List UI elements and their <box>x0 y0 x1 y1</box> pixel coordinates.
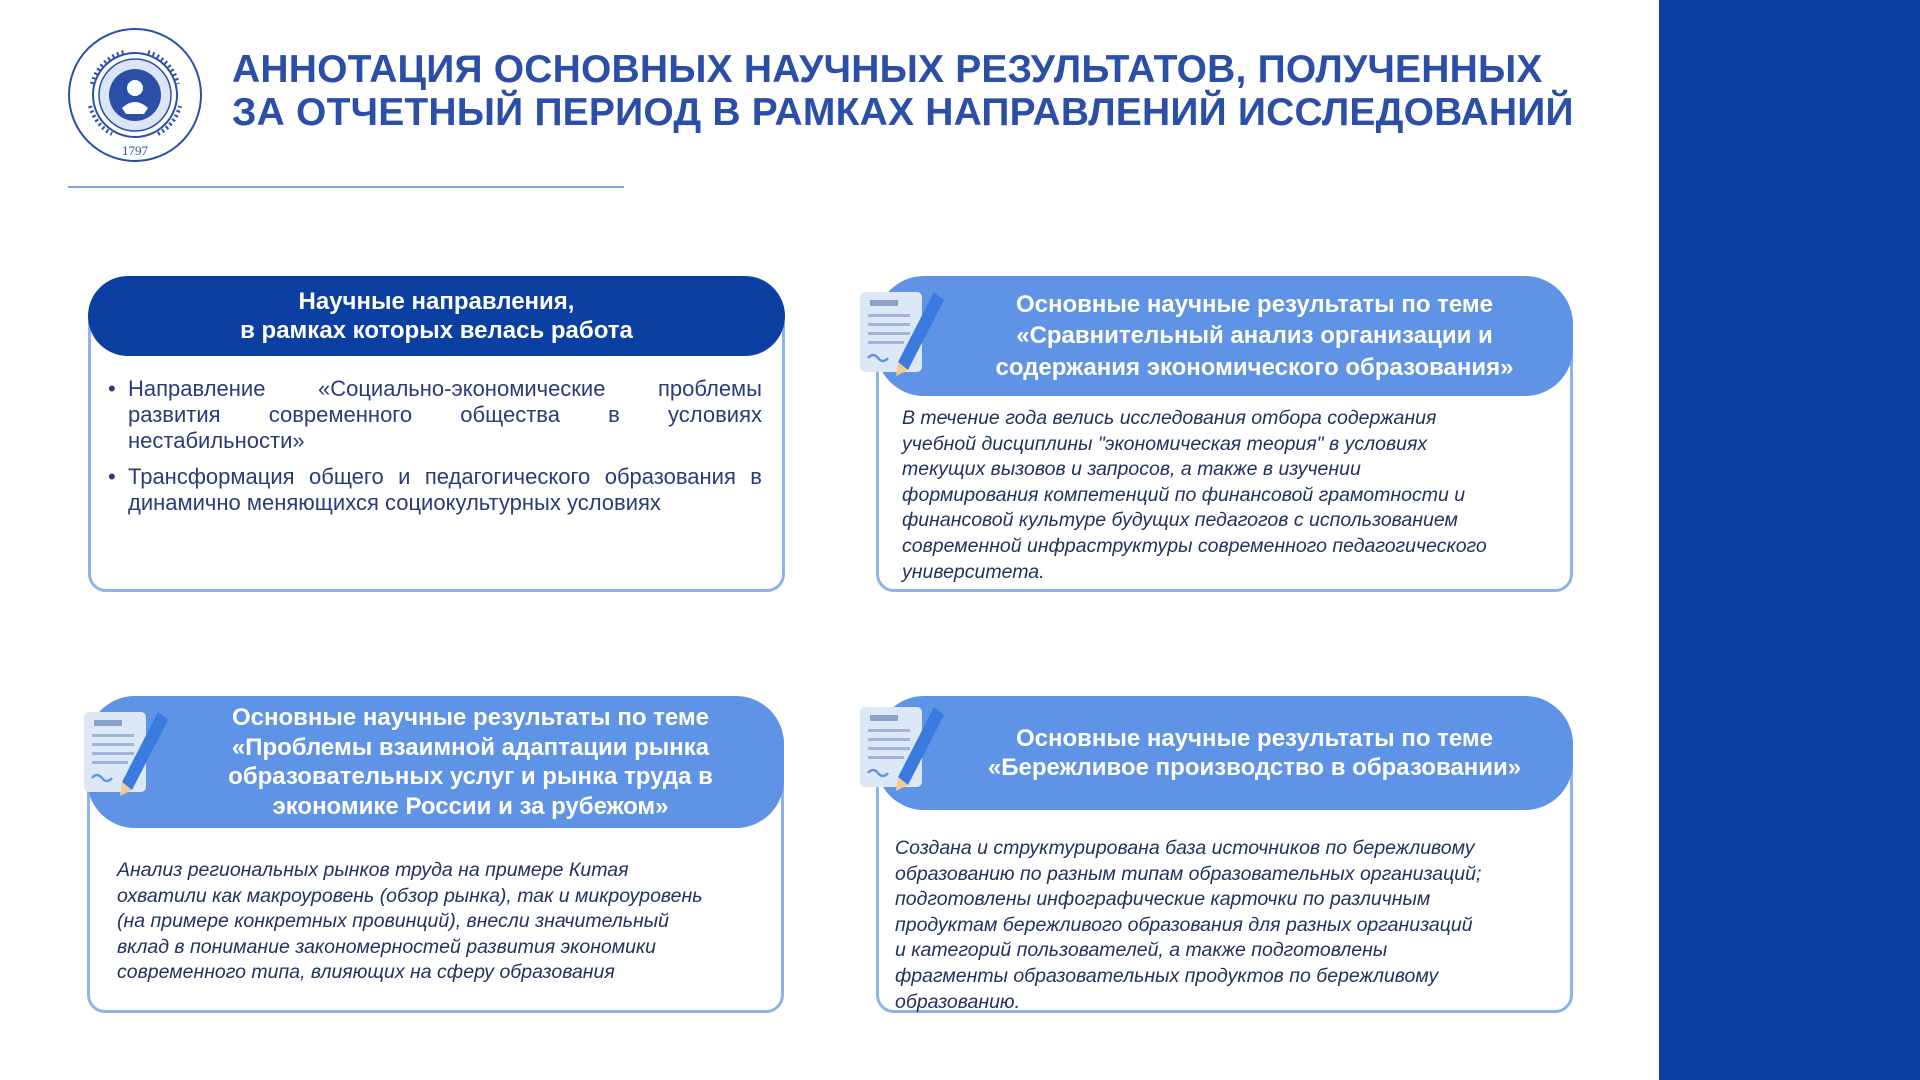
comparative-heading-line-3: содержания экономического образования» <box>995 353 1514 381</box>
document-pen-icon <box>80 708 170 798</box>
comparative-text-line: университета. <box>902 560 1045 583</box>
list-item: • Направление «Социально-экономические проблемы развития современного общества в условиях нестабильности» <box>108 376 762 454</box>
comparative-text-line: формирования компетенций по финансовой грамотности и <box>902 483 1466 506</box>
lean-text-line: и категорий пользователей, а также подготовлены <box>895 939 1388 962</box>
lean-text-line: Создана и структурирована база источников по бережливому <box>895 837 1475 859</box>
directions-heading-line-1: Научные направления, <box>298 288 575 315</box>
labor-market-text-line: современного типа, влияющих на сферу образования <box>117 961 615 984</box>
labor-market-heading <box>87 696 784 828</box>
page-title-line-2: ЗА ОТЧЕТНЫЙ ПЕРИОД В РАМКАХ НАПРАВЛЕНИЙ ИССЛЕДОВАНИЙ <box>232 91 1574 134</box>
page-title <box>232 48 1652 134</box>
lean-heading-line-1: Основные научные результаты по теме <box>1015 724 1494 752</box>
lean-text-line: продуктам бережливого образования для разных организаций <box>895 913 1473 936</box>
title-divider <box>68 186 624 188</box>
labor-market-heading-line-1: Основные научные результаты по теме <box>231 704 710 731</box>
comparative-heading <box>876 276 1573 396</box>
directions-heading <box>88 276 785 356</box>
document-pen-icon <box>856 703 946 793</box>
lean-text-line: образованию. <box>895 990 1021 1013</box>
seal-graphic <box>64 26 206 164</box>
directions-heading-line-2: в рамках которых велась работа <box>240 317 633 344</box>
labor-market-text-line: Анализ региональных рынков труда на примере Китая <box>117 859 629 881</box>
comparative-text-line: В течение года велись исследования отбора содержания <box>902 407 1437 429</box>
comparative-heading-line-2: «Сравнительный анализ организации и <box>1016 322 1493 350</box>
logo-year: 1797 <box>122 143 148 158</box>
university-seal-logo <box>64 26 206 164</box>
comparative-text-line: финансовой культуре будущих педагогов с использованием <box>902 509 1458 532</box>
labor-market-heading-line-4: экономике России и за рубежом» <box>272 792 669 820</box>
comparative-text-line: учебной дисциплины "экономическая теория" в условиях <box>902 432 1428 455</box>
labor-market-heading-line-3: образовательных услуг и рынка труда в <box>228 763 713 790</box>
labor-market-text-line: охватили как макроуровень (обзор рынка), так и микроуровень <box>117 884 703 907</box>
lean-text <box>895 836 1555 1015</box>
comparative-text <box>902 406 1552 585</box>
comparative-text-line: текущих вызовов и запросов, а также в изучении <box>902 458 1361 481</box>
lean-text-line: фрагменты образовательных продуктов по бережливому <box>895 964 1439 987</box>
right-sidebar-band <box>1659 0 1920 1080</box>
lean-heading <box>876 696 1573 810</box>
list-item: • Трансформация общего и педагогического образования в динамично меняющихся социокультурных условиях <box>108 464 762 516</box>
labor-market-text-line: (на примере конкретных провинций), внесли значительный <box>117 910 669 933</box>
lean-text-line: образованию по разным типам образовательных организаций; <box>895 862 1482 885</box>
document-pen-icon <box>856 288 946 378</box>
labor-market-text <box>117 858 777 986</box>
comparative-heading-line-1: Основные научные результаты по теме <box>1015 290 1494 318</box>
comparative-text-line: современной инфраструктуры современного педагогического <box>902 534 1487 557</box>
directions-list <box>108 376 762 526</box>
labor-market-heading-line-2: «Проблемы взаимной адаптации рынка <box>231 733 710 761</box>
lean-heading-line-2: «Бережливое производство в образовании» <box>987 754 1522 781</box>
page-title-line-1: АННОТАЦИЯ ОСНОВНЫХ НАУЧНЫХ РЕЗУЛЬТАТОВ, ПОЛУЧЕННЫХ <box>232 48 1543 91</box>
lean-text-line: подготовлены инфографические карточки по различным <box>895 888 1431 911</box>
labor-market-text-line: вклад в понимание закономерностей развития экономики <box>117 935 657 958</box>
